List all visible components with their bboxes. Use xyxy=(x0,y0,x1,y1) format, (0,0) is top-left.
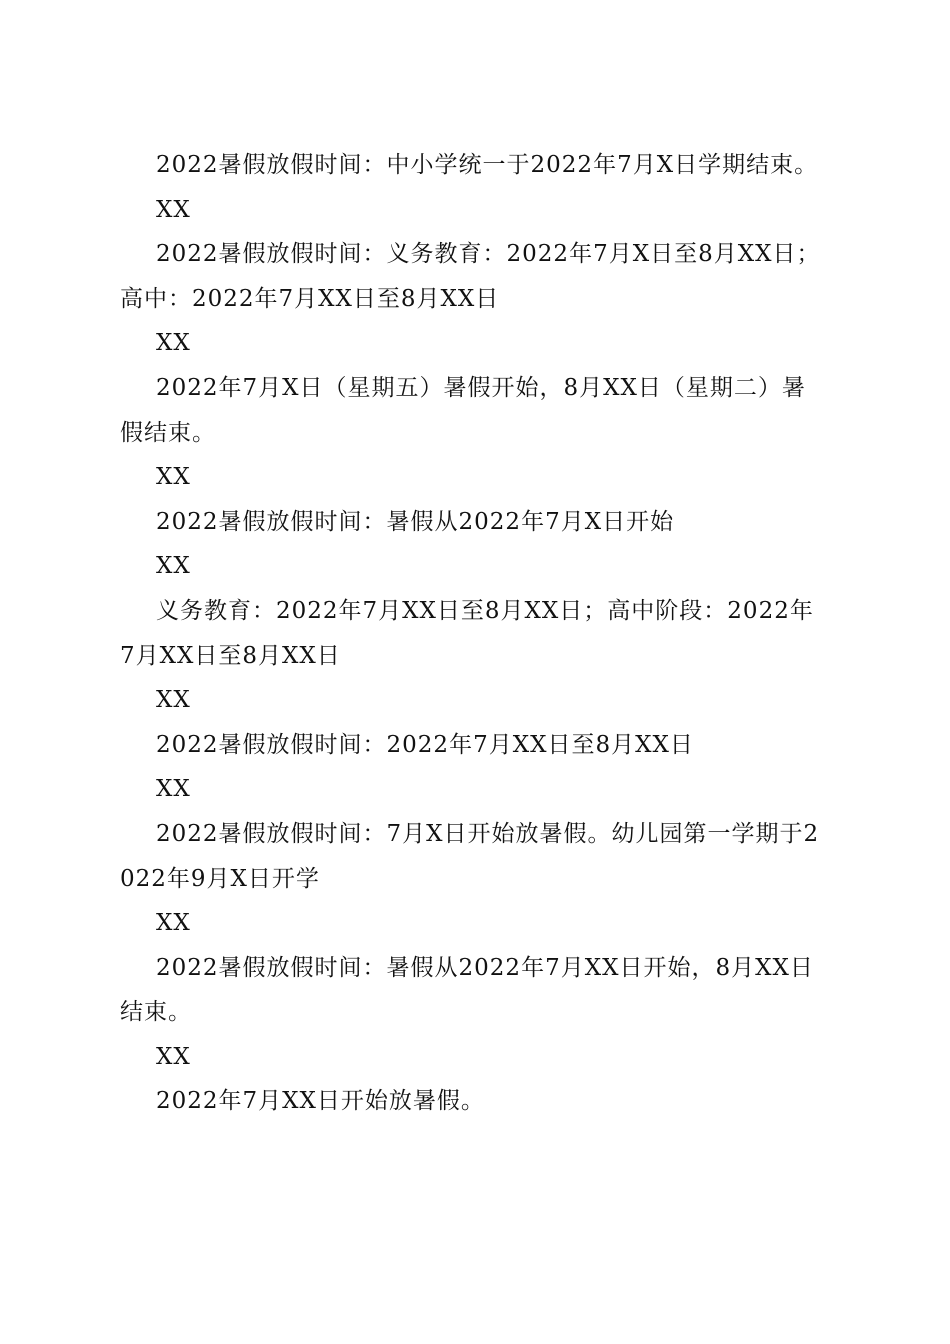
paragraph: XX xyxy=(156,553,191,580)
paragraph: 2022年7月XX日开始放暑假。 xyxy=(156,1088,485,1115)
paragraph: XX xyxy=(156,464,191,491)
paragraph: XX xyxy=(156,1043,191,1070)
document-body xyxy=(120,143,828,1124)
paragraph: 义务教育：2022年7月XX日至8月XX日；高中阶段：2022年7月XX日至8月XX日 xyxy=(120,597,814,669)
paragraph: XX xyxy=(156,687,191,714)
paragraph: 2022年7月X日（星期五）暑假开始，8月XX日（星期二）暑假结束。 xyxy=(120,374,806,446)
paragraph: 2022暑假放假时间：中小学统一于2022年7月X日学期结束。 xyxy=(156,152,819,178)
paragraph: XX xyxy=(156,776,191,803)
paragraph: 2022暑假放假时间：暑假从2022年7月X日开始 xyxy=(156,508,675,535)
paragraph: 2022暑假放假时间：暑假从2022年7月XX日开始，8月XX日结束。 xyxy=(120,954,814,1026)
paragraph: 2022暑假放假时间：2022年7月XX日至8月XX日 xyxy=(156,731,694,758)
paragraph: XX xyxy=(156,196,191,223)
paragraph: XX xyxy=(156,330,191,357)
paragraph: XX xyxy=(156,910,191,937)
paragraph: 2022暑假放假时间：义务教育：2022年7月X日至8月XX日；高中：2022年7月XX日至8月XX日 xyxy=(120,241,821,312)
paragraph: 2022暑假放假时间：7月X日开始放暑假。幼儿园第一学期于2022年9月X日开学 xyxy=(120,820,820,892)
